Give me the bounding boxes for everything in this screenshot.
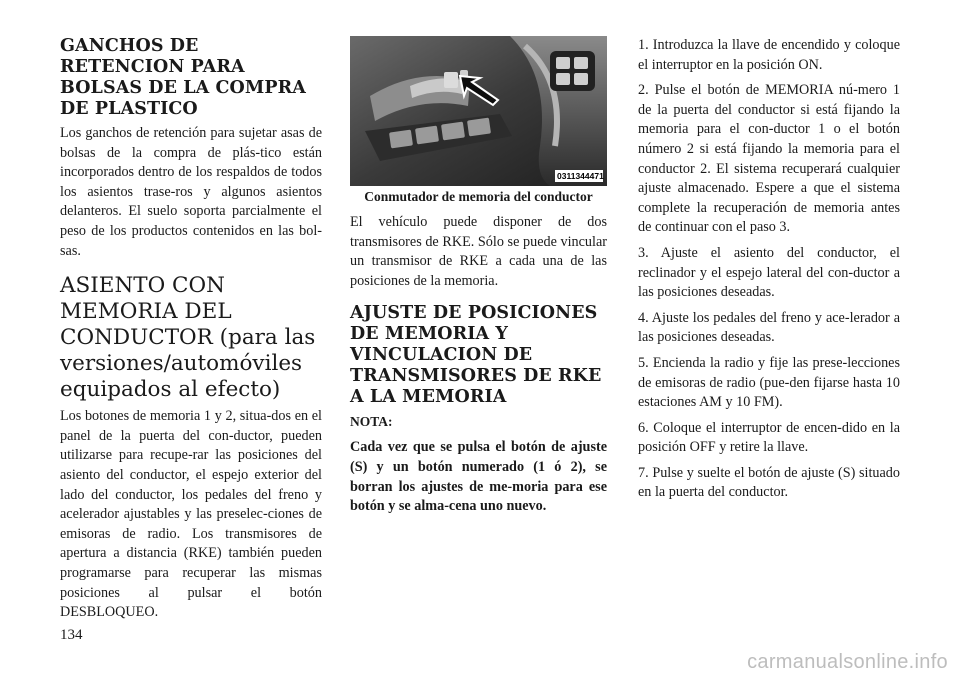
door-memory-switch-photo: [350, 36, 607, 186]
right-column: [638, 36, 900, 509]
step-1: 1. Introduzca la llave de encendido y coloque el interruptor en la posición ON.: [638, 37, 900, 73]
step-7: 7. Pulse y suelte el botón de ajuste (S) situado en la puerta del conductor.: [638, 464, 900, 501]
figure-code: 0311344471: [557, 171, 604, 181]
door-panel-illustration: [350, 36, 607, 186]
section-body-memory-seat: Los botones de memoria 1 y 2, situa-dos en el panel de la puerta del con-ductor, pueden utilizarse para recupe-rar las posiciones del asiento del conductor, el espejo exterior del lado del conductor, los pedales del freno y acelerador ajustables y las preselec-ciones de emisoras de radio. Los transmisores de apertura a distancia (RKE) también pueden programarse para recuperar las mismas posiciones al pulsar el botón DESBLOQUEO.: [60, 408, 322, 621]
section-title-bag-hooks: GANCHOS DE RETENCION PARA BOLSAS DE LA COMPRA DE PLASTICO: [60, 36, 306, 119]
note-text: Cada vez que se pulsa el botón de ajuste (S) y un botón numerado (1 ó 2), se borran los ajustes de me-moria para ese botón y se alma-cena uno nuevo.: [350, 439, 607, 515]
section-title-memory-setup: AJUSTE DE POSICIONES DE MEMORIA Y VINCULACION DE TRANSMISORES DE RKE A LA MEMORIA: [350, 303, 602, 408]
step-3: 3. Ajuste el asiento del conductor, el reclinador y el espejo lateral del con-ductor a las posiciones deseadas.: [638, 244, 900, 301]
watermark: carmanualsonline.info: [747, 651, 948, 673]
middle-column: [350, 36, 607, 517]
section-title-memory-seat: ASIENTO CON MEMORIA DEL CONDUCTOR (para las versiones/automóviles equipados al efecto): [60, 273, 316, 403]
figure-caption: Conmutador de memoria del conductor: [364, 189, 593, 204]
step-5: 5. Encienda la radio y fije las prese-lecciones de emisoras de radio (pue-den fijarse hasta 10 estaciones AM y 10 FM).: [638, 354, 900, 411]
step-6: 6. Coloque el interruptor de encen-dido en la posición OFF y retire la llave.: [638, 419, 900, 456]
rke-intro: El vehículo puede disponer de dos transmisores de RKE. Sólo se puede vincular un transmisor de RKE a cada una de las posiciones de la memoria.: [350, 214, 607, 289]
step-2: 2. Pulse el botón de MEMORIA nú-mero 1 de la puerta del conductor si está fijando la memoria para el con-ductor 1 o el botón número 2 si está fijando la memoria para el conductor 2. El sistema recuperará cualquier ajuste almacenado. Espere a que el sistema complete la recuperación de memoria antes de continuar con el paso 3.: [638, 82, 900, 236]
section-body-bag-hooks: Los ganchos de retención para sujetar asas de bolsas de la compra de plás-tico están incorporados dentro de los respaldos de todos los asientos trase-ros y algunos asientos delanteros. El suelo soporta parcialmente el peso de los productos contenidos en las bol-sas.: [60, 125, 322, 259]
page-number: 134: [60, 627, 83, 643]
note-label: NOTA:: [350, 414, 393, 430]
step-4: 4. Ajuste los pedales del freno y ace-lerador a las posiciones deseadas.: [638, 309, 900, 346]
left-column: [60, 36, 322, 623]
